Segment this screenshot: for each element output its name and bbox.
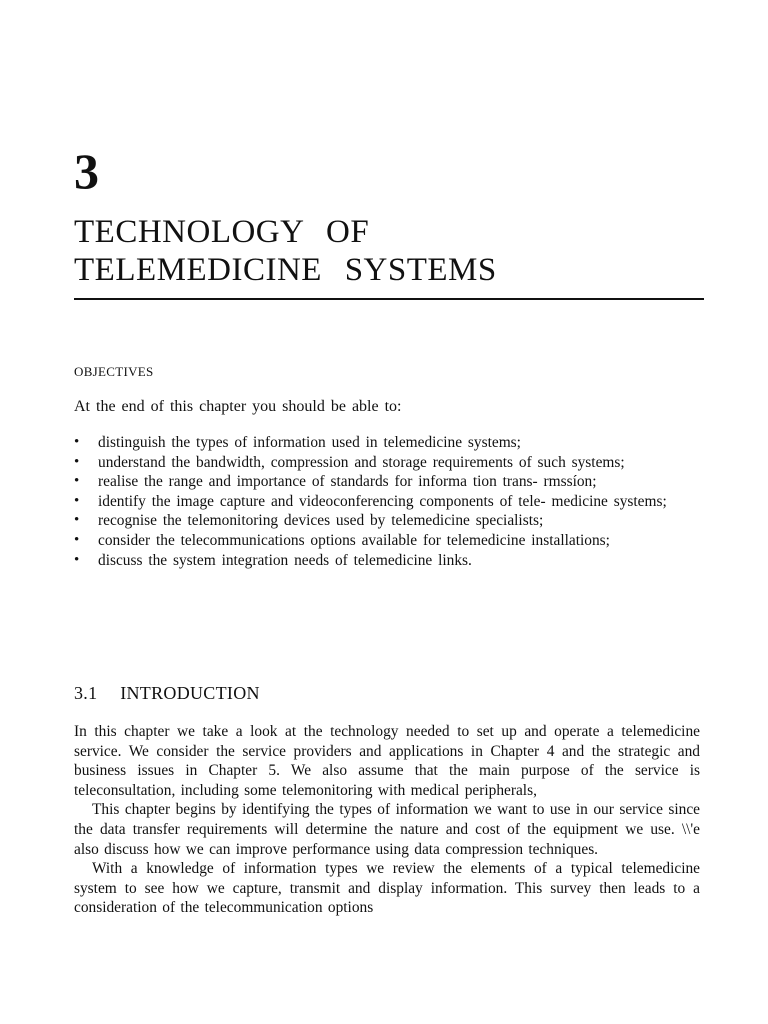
objective-item — [74, 551, 702, 571]
objective-text: identify the image capture and videoconferencing components of tele- medicine systems; — [98, 492, 667, 510]
chapter-title-line-1: TECHNOLOGY OF — [74, 214, 370, 250]
objective-item — [74, 472, 702, 492]
objective-text: discuss the system integration needs of telemedicine links. — [98, 551, 472, 569]
objective-text: distinguish the types of information used in telemedicine systems; — [98, 434, 521, 451]
objective-item — [74, 531, 702, 551]
objective-text: understand the bandwidth, compression and storage requirements of such systems; — [98, 453, 625, 471]
objective-item — [74, 453, 702, 473]
section-title: INTRODUCTION — [120, 683, 260, 703]
objective-item — [74, 492, 702, 512]
objectives-intro: At the end of this chapter you should be able to: — [74, 398, 402, 415]
body-paragraph: With a knowledge of information types we review the elements of a typical telemedicine system to see how we capture, transmit and display information. This survey then leads to a consideration of the telecommunication options — [74, 860, 700, 917]
body-paragraph: In this chapter we take a look at the technology needed to set up and operate a telemedicine service. We consider the service providers and applications in Chapter 4 and the strategic and business issues in Chapter 5. We also assume that the main purpose of the service is teleconsultation, including some telemonitoring with medical peripherals, — [74, 723, 700, 799]
objectives-list — [74, 433, 702, 570]
bullet-icon: • — [74, 473, 80, 490]
bullet-icon: • — [74, 434, 80, 450]
bullet-icon: • — [74, 551, 80, 568]
body-text — [74, 722, 700, 918]
bullet-icon: • — [74, 531, 80, 548]
title-divider — [74, 298, 704, 300]
objective-item — [74, 511, 702, 531]
objective-text: recognise the telemonitoring devices used by telemedicine specialists; — [98, 512, 544, 530]
objectives-heading: OBJECTIVES — [74, 364, 154, 379]
bullet-icon: • — [74, 492, 80, 509]
chapter-title-line-2: TELEMEDICINE SYSTEMS — [74, 252, 497, 288]
bullet-icon: • — [74, 453, 80, 470]
bullet-icon: • — [74, 512, 80, 529]
objective-text: consider the telecommunications options available for telemedicine installations; — [98, 531, 610, 549]
chapter-title — [74, 213, 714, 289]
section-number: 3.1 — [74, 683, 98, 703]
body-paragraph: This chapter begins by identifying the types of information we want to use in our service since the data transfer requirements will determine the nature and cost of the equipment we use. \\'e also discuss how we can improve performance using data compression techniques. — [74, 801, 700, 858]
objective-text: realise the range and importance of standards for informa tion trans- rmssíon; — [98, 473, 597, 491]
chapter-number: 3 — [74, 143, 99, 199]
section-heading — [74, 683, 260, 704]
objective-item — [74, 433, 702, 453]
